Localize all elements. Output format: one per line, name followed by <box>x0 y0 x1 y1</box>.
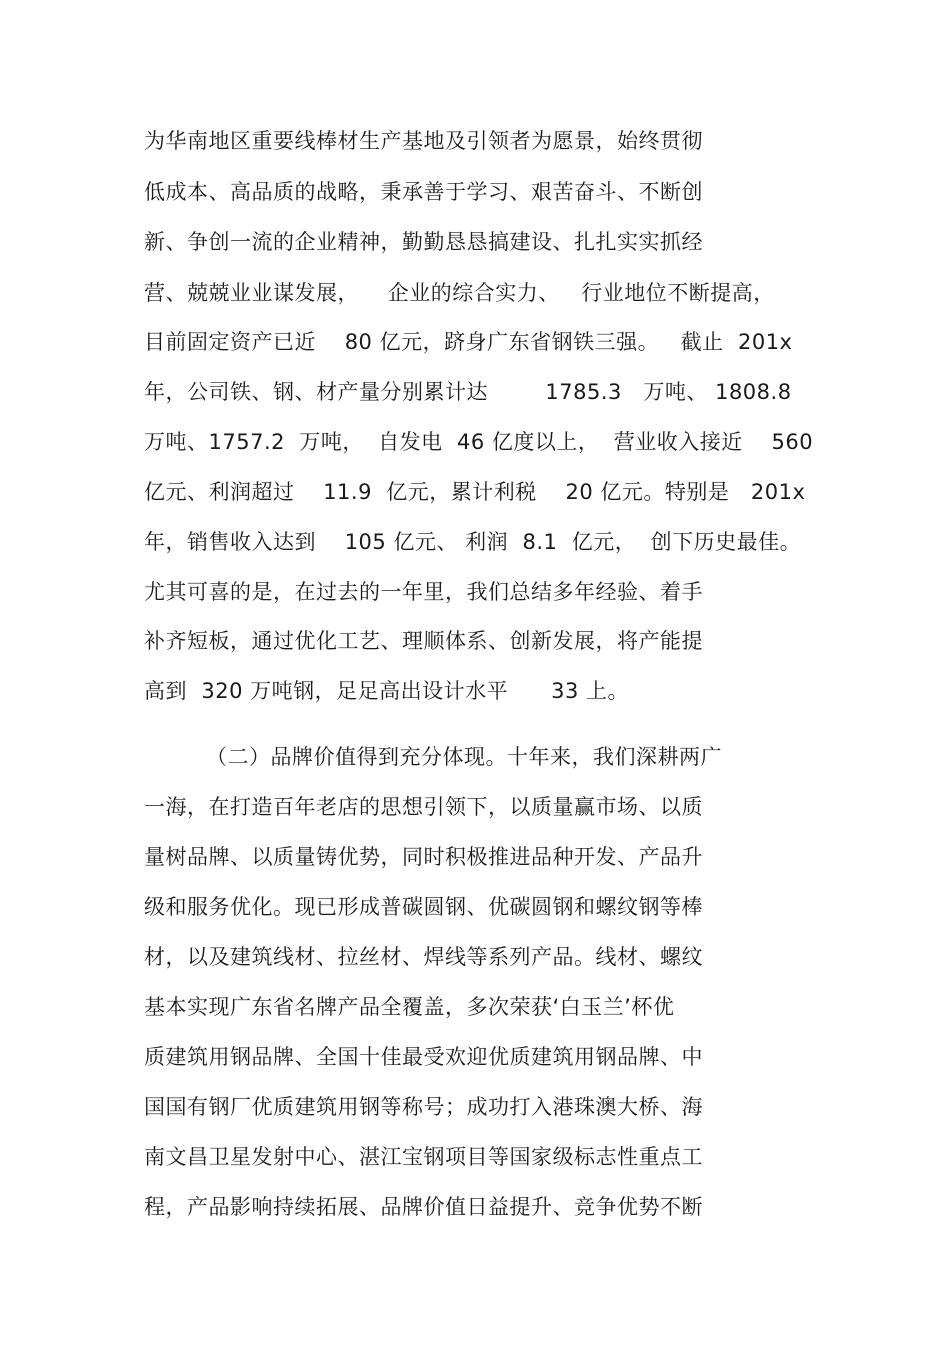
paragraph-line: 新、争创一流的企业精神，勤勤恳恳搞建设、扎扎实实抓经 <box>144 230 703 254</box>
paragraph-line: 量树品牌、以质量铸优势，同时积极推进品种开发、产品升 <box>144 845 703 869</box>
paragraph-line: 目前固定资产已近 80 亿元，跻身广东省钢铁三强。 截止 201x <box>144 330 793 354</box>
paragraph-line: 年，公司铁、钢、材产量分别累计达 1785.3 万吨、 1808.8 <box>144 380 792 404</box>
paragraph-line: 亿元、利润超过 11.9 亿元，累计利税 20 亿元。特别是 201x <box>144 480 806 504</box>
paragraph-line: 低成本、高品质的战略，秉承善于学习、艰苦奋斗、不断创 <box>144 180 703 204</box>
paragraph-line: 尤其可喜的是，在过去的一年里，我们总结多年经验、着手 <box>144 580 703 604</box>
paragraph-line: 营、兢兢业业谋发展， 企业的综合实力、 行业地位不断提高， <box>144 281 775 305</box>
paragraph-line: 为华南地区重要线棒材生产基地及引领者为愿景，始终贯彻 <box>144 129 703 153</box>
section-heading-line: （二）品牌价值得到充分体现。十年来，我们深耕两广 <box>206 745 722 769</box>
paragraph-line: 一海，在打造百年老店的思想引领下，以质量赢市场、以质 <box>144 795 703 819</box>
paragraph-line: 程，产品影响持续拓展、品牌价值日益提升、竞争优势不断 <box>144 1195 703 1219</box>
paragraph-line: 高到 320 万吨钢，足足高出设计水平 33 上。 <box>144 679 630 703</box>
paragraph-line: 年，销售收入达到 105 亿元、 利润 8.1 亿元， 创下历史最佳。 <box>144 530 802 554</box>
paragraph-line: 基本实现广东省名牌产品全覆盖，多次荣获‘白玉兰’杯优 <box>144 995 675 1019</box>
paragraph-line: 南文昌卫星发射中心、湛江宝钢项目等国家级标志性重点工 <box>144 1145 703 1169</box>
paragraph-line: 材，以及建筑线材、拉丝材、焊线等系列产品。线材、螺纹 <box>144 945 703 969</box>
paragraph-line: 质建筑用钢品牌、全国十佳最受欢迎优质建筑用钢品牌、中 <box>144 1045 703 1069</box>
paragraph-line: 补齐短板，通过优化工艺、理顺体系、创新发展，将产能提 <box>144 629 703 653</box>
paragraph-line: 国国有钢厂优质建筑用钢等称号；成功打入港珠澳大桥、海 <box>144 1095 703 1119</box>
paragraph-line: 级和服务优化。现已形成普碳圆钢、优碳圆钢和螺纹钢等棒 <box>144 895 703 919</box>
paragraph-line: 万吨、1757.2 万吨， 自发电 46 亿度以上， 营业收入接近 560 <box>144 430 814 454</box>
